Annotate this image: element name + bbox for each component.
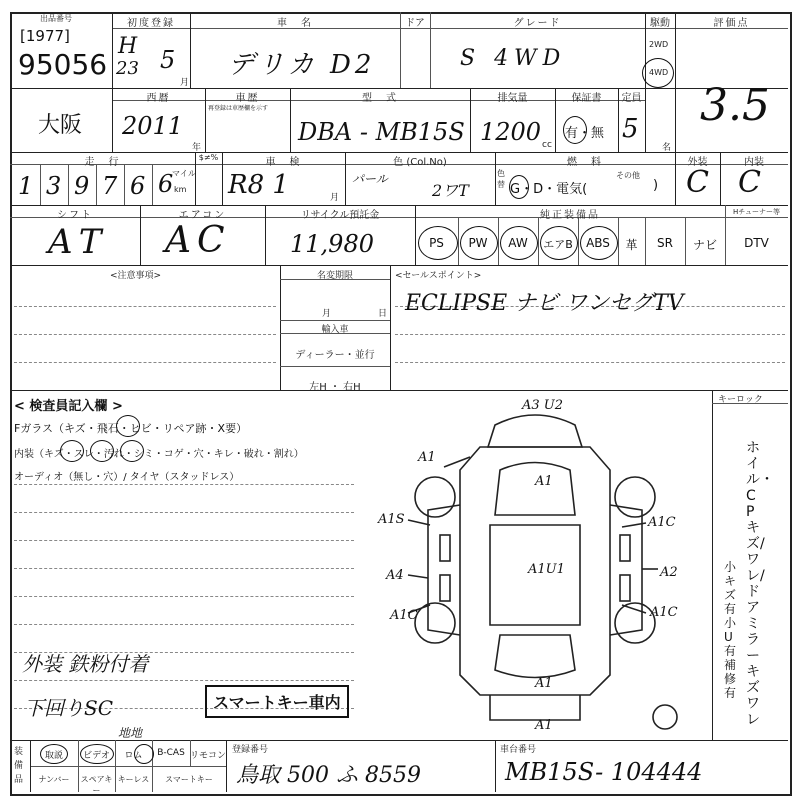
caution-header: <注意事項> — [110, 271, 162, 281]
footer-number-plate: ナンバー — [38, 775, 70, 784]
mileage-digit-6: 6 — [158, 170, 174, 198]
lot-number: 95056 — [18, 48, 108, 81]
mileage-digit-4: 7 — [102, 172, 118, 200]
equip-ps: PS — [429, 236, 444, 250]
inspector-note-1: 外装 鉄粉付着 — [22, 652, 149, 676]
meigi-month: 月 — [322, 309, 332, 319]
inspector-title: < 検査員記入欄 > — [14, 399, 123, 414]
history-header: 車歴 — [235, 93, 260, 104]
sales-header: <セールスポイント> — [395, 271, 482, 281]
warranty-circle — [563, 116, 587, 144]
meigi-header: 名変期限 — [316, 271, 353, 281]
model-header: 型 式 — [362, 93, 398, 104]
v-digit2 — [68, 164, 69, 205]
mileage-unit-mile: マイル — [172, 169, 196, 178]
footer-bcas: B-CAS — [157, 748, 185, 758]
insp-line1 — [14, 484, 354, 485]
equip-pw-circle — [460, 226, 498, 260]
first-reg-era: H — [118, 34, 138, 59]
diag-label-front-left: A1 — [418, 450, 436, 465]
mileage-digit-2: 3 — [46, 172, 62, 200]
v-meigi — [390, 265, 391, 390]
row4-bottom — [10, 265, 788, 266]
footer-mid — [30, 766, 226, 767]
handle-side: 左H ・ 右H — [309, 382, 361, 393]
car-name-header: 車 名 — [277, 18, 313, 29]
drive-4wd-circle — [642, 58, 674, 88]
inspector-glass: Fガラス（キズ・飛石・ヒビ・リペア跡・X要） — [14, 422, 248, 435]
lot-tiny-label: 出品番号 — [40, 14, 72, 23]
footer-remote: リモコン — [190, 751, 227, 761]
footer-rom-circle — [134, 744, 154, 764]
first-reg-year: 23 — [116, 58, 139, 79]
lot-year: [1977] — [20, 27, 70, 45]
equip-sr: SR — [657, 236, 673, 250]
equip-label: 装備品 — [14, 747, 24, 785]
warranty-value: 有・無 — [565, 126, 605, 141]
caution-line3 — [14, 362, 276, 363]
color-change-label: 色替 — [497, 169, 505, 189]
color-two: 2ワT — [432, 181, 469, 200]
capacity-unit: 名 — [662, 143, 672, 153]
year-unit: 年 — [192, 143, 202, 153]
equip-pw: PW — [468, 236, 488, 250]
history-note: 再登録は車歴欄を示す — [208, 105, 269, 112]
insp-line6 — [14, 624, 354, 625]
smart-key-stamp: スマートキー車内 — [205, 685, 349, 718]
inspection-unit: 月 — [330, 193, 340, 203]
v-score — [675, 12, 676, 152]
diag-label-roof: A3 U2 — [522, 398, 564, 413]
insp-line2 — [14, 512, 354, 513]
first-reg-month: 5 — [160, 46, 176, 74]
fuel-other: その他 — [616, 171, 640, 180]
v-digit5 — [152, 164, 153, 205]
interior-grade: C — [738, 165, 761, 200]
plate-header: 登録番号 — [232, 745, 269, 755]
v-digit3 — [96, 164, 97, 205]
equip-leather: 革 — [625, 238, 638, 252]
diag-label-left-quarter: A1C — [390, 608, 418, 623]
caution-line1 — [14, 306, 276, 307]
wheel-header: $≠% — [198, 153, 219, 162]
first-reg-header: 初度登録 — [127, 18, 175, 29]
capacity-value: 5 — [622, 114, 639, 144]
cc-unit: cc — [542, 140, 552, 150]
year-header: 西暦 — [146, 93, 171, 104]
equip-dtv: DTV — [744, 236, 769, 250]
key-lock-header: キーロック — [718, 395, 763, 405]
fuel-header: 燃 料 — [567, 157, 603, 168]
footer-smart-key: スマートキー — [165, 775, 213, 784]
interior-scratch-circle — [60, 440, 84, 462]
aircon-value: AC — [165, 220, 231, 261]
mileage-digit-1: 1 — [18, 172, 34, 200]
drive-4wd: 4WD — [649, 68, 669, 77]
footer-manual-circle — [40, 744, 68, 764]
fuel-gas-circle — [509, 175, 529, 199]
fuel-close: ) — [653, 178, 659, 193]
diag-label-right-fender: A1C — [648, 515, 676, 530]
v-keylock — [712, 390, 713, 740]
door-header: ドア — [405, 18, 425, 29]
diag-label-rear: A1 — [535, 676, 553, 691]
recycle-value: 11,980 — [290, 230, 374, 258]
v-digit1 — [40, 164, 41, 205]
import-mid-line — [280, 366, 390, 367]
drive-header: 駆動 — [650, 18, 670, 29]
diag-label-bumper: A1 — [535, 718, 553, 733]
inspection-header: 車 検 — [265, 157, 302, 168]
footer-rom: ロム — [124, 751, 143, 761]
plate-number: 鳥取 500 ふ 8559 — [236, 763, 421, 788]
fuel-value: G・D・電気( — [510, 182, 588, 197]
model-value: DBA - MB15S — [298, 118, 465, 146]
cc-value: 1200 — [480, 118, 542, 146]
v-equip-end — [226, 740, 227, 792]
warranty-header: 保証書 — [571, 93, 602, 104]
footer-keyless: キーレス — [117, 775, 150, 784]
inspector-interior: 内装（キズ・スレ・汚れ・シミ・コゲ・穴・キレ・破れ・割れ） — [14, 449, 304, 460]
aircon-header: エアコン — [178, 210, 227, 221]
equip-ps-circle — [418, 226, 458, 260]
score-value: 3.5 — [700, 80, 770, 131]
month-unit: 月 — [180, 78, 190, 88]
footer-video: ビデオ — [83, 751, 110, 761]
footer-video-circle — [80, 744, 114, 764]
dealer-parallel: ディーラー・並行 — [295, 350, 375, 361]
shift-value: AT — [48, 222, 110, 262]
sales-point: ECLIPSE ナビ ワンセグTV — [405, 291, 684, 316]
insp-line3 — [14, 540, 354, 541]
footer-spare-key: スペアキー — [80, 775, 113, 795]
chassis-number: MB15S- 104444 — [505, 758, 703, 786]
grade-header: グレード — [513, 18, 562, 29]
mileage-digit-5: 6 — [130, 172, 146, 200]
diag-label-right-quarter: A1C — [650, 605, 678, 620]
insp-line4 — [14, 568, 354, 569]
equip-aw: AW — [508, 236, 528, 250]
insp-line5 — [14, 596, 354, 597]
v-digit4 — [124, 164, 125, 205]
sales-line3 — [395, 362, 785, 363]
inspector-audio: オーディオ（無し・穴）/ タイヤ（スタッドレス） — [14, 472, 240, 483]
chassis-header: 車台番号 — [500, 745, 537, 755]
diag-label-bonnet: A1 — [535, 474, 553, 489]
right-legend: ホイル・CPキズ/ワレ/ドアミラーキズ ワレ — [746, 440, 774, 728]
sales-line2 — [395, 334, 785, 335]
interior-wear-circle — [90, 440, 114, 462]
import-header: 輸入車 — [321, 325, 349, 335]
tuner-header: Hチューナー等 — [732, 208, 781, 216]
equip-navi: ナビ — [692, 238, 717, 252]
diag-label-roof-center: A1U1 — [528, 562, 565, 577]
equip-airbag-circle — [540, 226, 578, 260]
region: 大阪 — [38, 113, 83, 138]
footer-extra: 地地 — [118, 726, 143, 740]
equip-abs-circle — [580, 226, 618, 260]
equip-aw-circle — [500, 226, 538, 260]
equip-airbag: エアB — [543, 238, 573, 251]
recycle-header: リサイクル預託金 — [300, 210, 380, 221]
equipment-header: 純正装備品 — [540, 210, 600, 221]
color-pearl: パール — [352, 172, 388, 186]
mileage-digit-3: 9 — [74, 172, 90, 200]
mileage-unit-km: km — [174, 185, 187, 194]
exterior-header: 外装 — [687, 157, 708, 168]
diag-label-left-door: A4 — [386, 568, 404, 583]
inspector-note-2: 下回りSC — [24, 696, 114, 720]
shift-header: シフト — [57, 210, 93, 221]
interior-header: 内装 — [744, 157, 764, 168]
footer-manual: 取説 — [44, 751, 63, 761]
right-legend-2: 小キズ有 小U有 補修有 — [724, 560, 737, 700]
color-header: 色 (Col.No) — [393, 157, 447, 168]
cc-header: 排気量 — [497, 93, 528, 104]
insp-line8 — [14, 680, 354, 681]
mileage-header: 走 行 — [84, 157, 121, 168]
row5-bottom — [10, 390, 788, 391]
drive-2wd: 2WD — [649, 40, 669, 49]
meigi-bottom — [280, 320, 390, 321]
diag-label-right-door: A2 — [660, 565, 678, 580]
year-value: 2011 — [122, 112, 184, 140]
exterior-grade: C — [686, 165, 709, 200]
interior-dirt-circle — [120, 440, 144, 462]
diag-label-left-fender: A1S — [378, 512, 405, 527]
capacity-header: 定員 — [621, 93, 642, 104]
score-header: 評価点 — [713, 18, 750, 29]
equip-abs: ABS — [586, 236, 610, 250]
car-name: デリカ D2 — [228, 50, 376, 80]
caution-line2 — [14, 334, 276, 335]
v-plate-end — [495, 740, 496, 792]
glass-scratch-circle — [116, 415, 140, 437]
meigi-day: 日 — [378, 309, 388, 319]
grade-value: S 4WD — [460, 46, 567, 71]
inspection-value: R8 1 — [228, 170, 289, 200]
